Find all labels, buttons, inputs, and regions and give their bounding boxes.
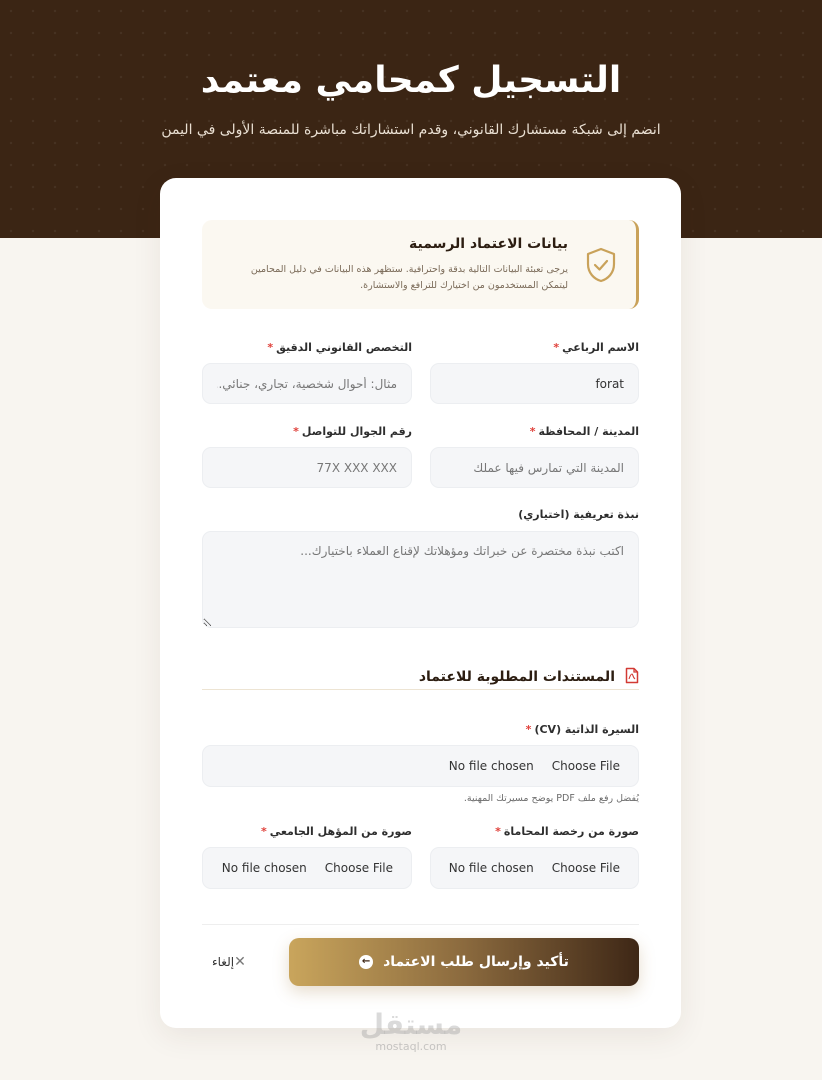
notice-title: بيانات الاعتماد الرسمية — [408, 236, 568, 252]
license-label: صورة من رخصة المحاماة* — [495, 825, 639, 838]
section-divider — [202, 689, 639, 690]
specialty-input[interactable] — [202, 363, 412, 404]
degree-file-status: No file chosen — [221, 861, 307, 875]
degree-file-input[interactable] — [202, 847, 412, 889]
close-icon: ✕ — [234, 954, 246, 970]
phone-label: رقم الجوال للتواصل* — [293, 425, 412, 438]
arrow-circle-icon: ← — [359, 955, 373, 969]
full-name-label: الاسم الرباعي* — [553, 341, 639, 354]
cv-file-input[interactable] — [202, 745, 639, 787]
page-subtitle: انضم إلى شبكة مستشارك القانوني، وقدم استشاراتك مباشرة للمنصة الأولى في اليمن — [161, 122, 661, 138]
specialty-label: التخصص القانوني الدقيق* — [267, 341, 412, 354]
cv-file-status: No file chosen — [448, 759, 534, 773]
documents-section-title: المستندات المطلوبة للاعتماد — [418, 669, 615, 685]
actions-divider — [202, 924, 639, 925]
credentials-notice — [202, 220, 639, 309]
license-file-input[interactable] — [430, 847, 639, 889]
city-label: المدينة / المحافظة* — [529, 425, 639, 438]
phone-input[interactable] — [202, 447, 412, 488]
degree-label: صورة من المؤهل الجامعي* — [260, 825, 412, 838]
submit-button-label: تأكيد وإرسال طلب الاعتماد — [383, 954, 569, 970]
pdf-file-icon — [625, 667, 639, 688]
cv-choose-file-button[interactable]: Choose File — [551, 759, 620, 773]
watermark — [0, 1010, 822, 1053]
degree-choose-file-button[interactable]: Choose File — [324, 861, 393, 875]
notice-text: يرجى تعبئة البيانات التالية بدقة واحترافية. ستظهر هذه البيانات في دليل المحامين ليتمكن المستخدمون من اختيارك للترافع والاستشارة. — [250, 264, 568, 291]
documents-section-header — [419, 665, 639, 689]
license-file-status: No file chosen — [448, 861, 534, 875]
city-input[interactable] — [430, 447, 639, 488]
full-name-input[interactable] — [430, 363, 639, 404]
cancel-button[interactable] — [212, 950, 256, 974]
watermark-logo: مستقل — [359, 1008, 463, 1041]
bio-textarea[interactable] — [202, 531, 639, 628]
bio-label: نبذة تعريفية (اختياري) — [518, 508, 639, 521]
license-choose-file-button[interactable]: Choose File — [551, 861, 620, 875]
submit-application-button[interactable] — [289, 938, 639, 986]
cancel-button-label: إلغاء — [212, 955, 235, 969]
watermark-url: mostaql.com — [375, 1040, 447, 1053]
registration-card — [160, 178, 681, 1028]
shield-check-icon — [584, 246, 618, 284]
page-title: التسجيل كمحامي معتمد — [200, 60, 622, 101]
cv-hint: يُفضل رفع ملف PDF يوضح مسيرتك المهنية. — [463, 793, 639, 804]
cv-label: السيرة الذاتية (CV)* — [525, 723, 639, 736]
